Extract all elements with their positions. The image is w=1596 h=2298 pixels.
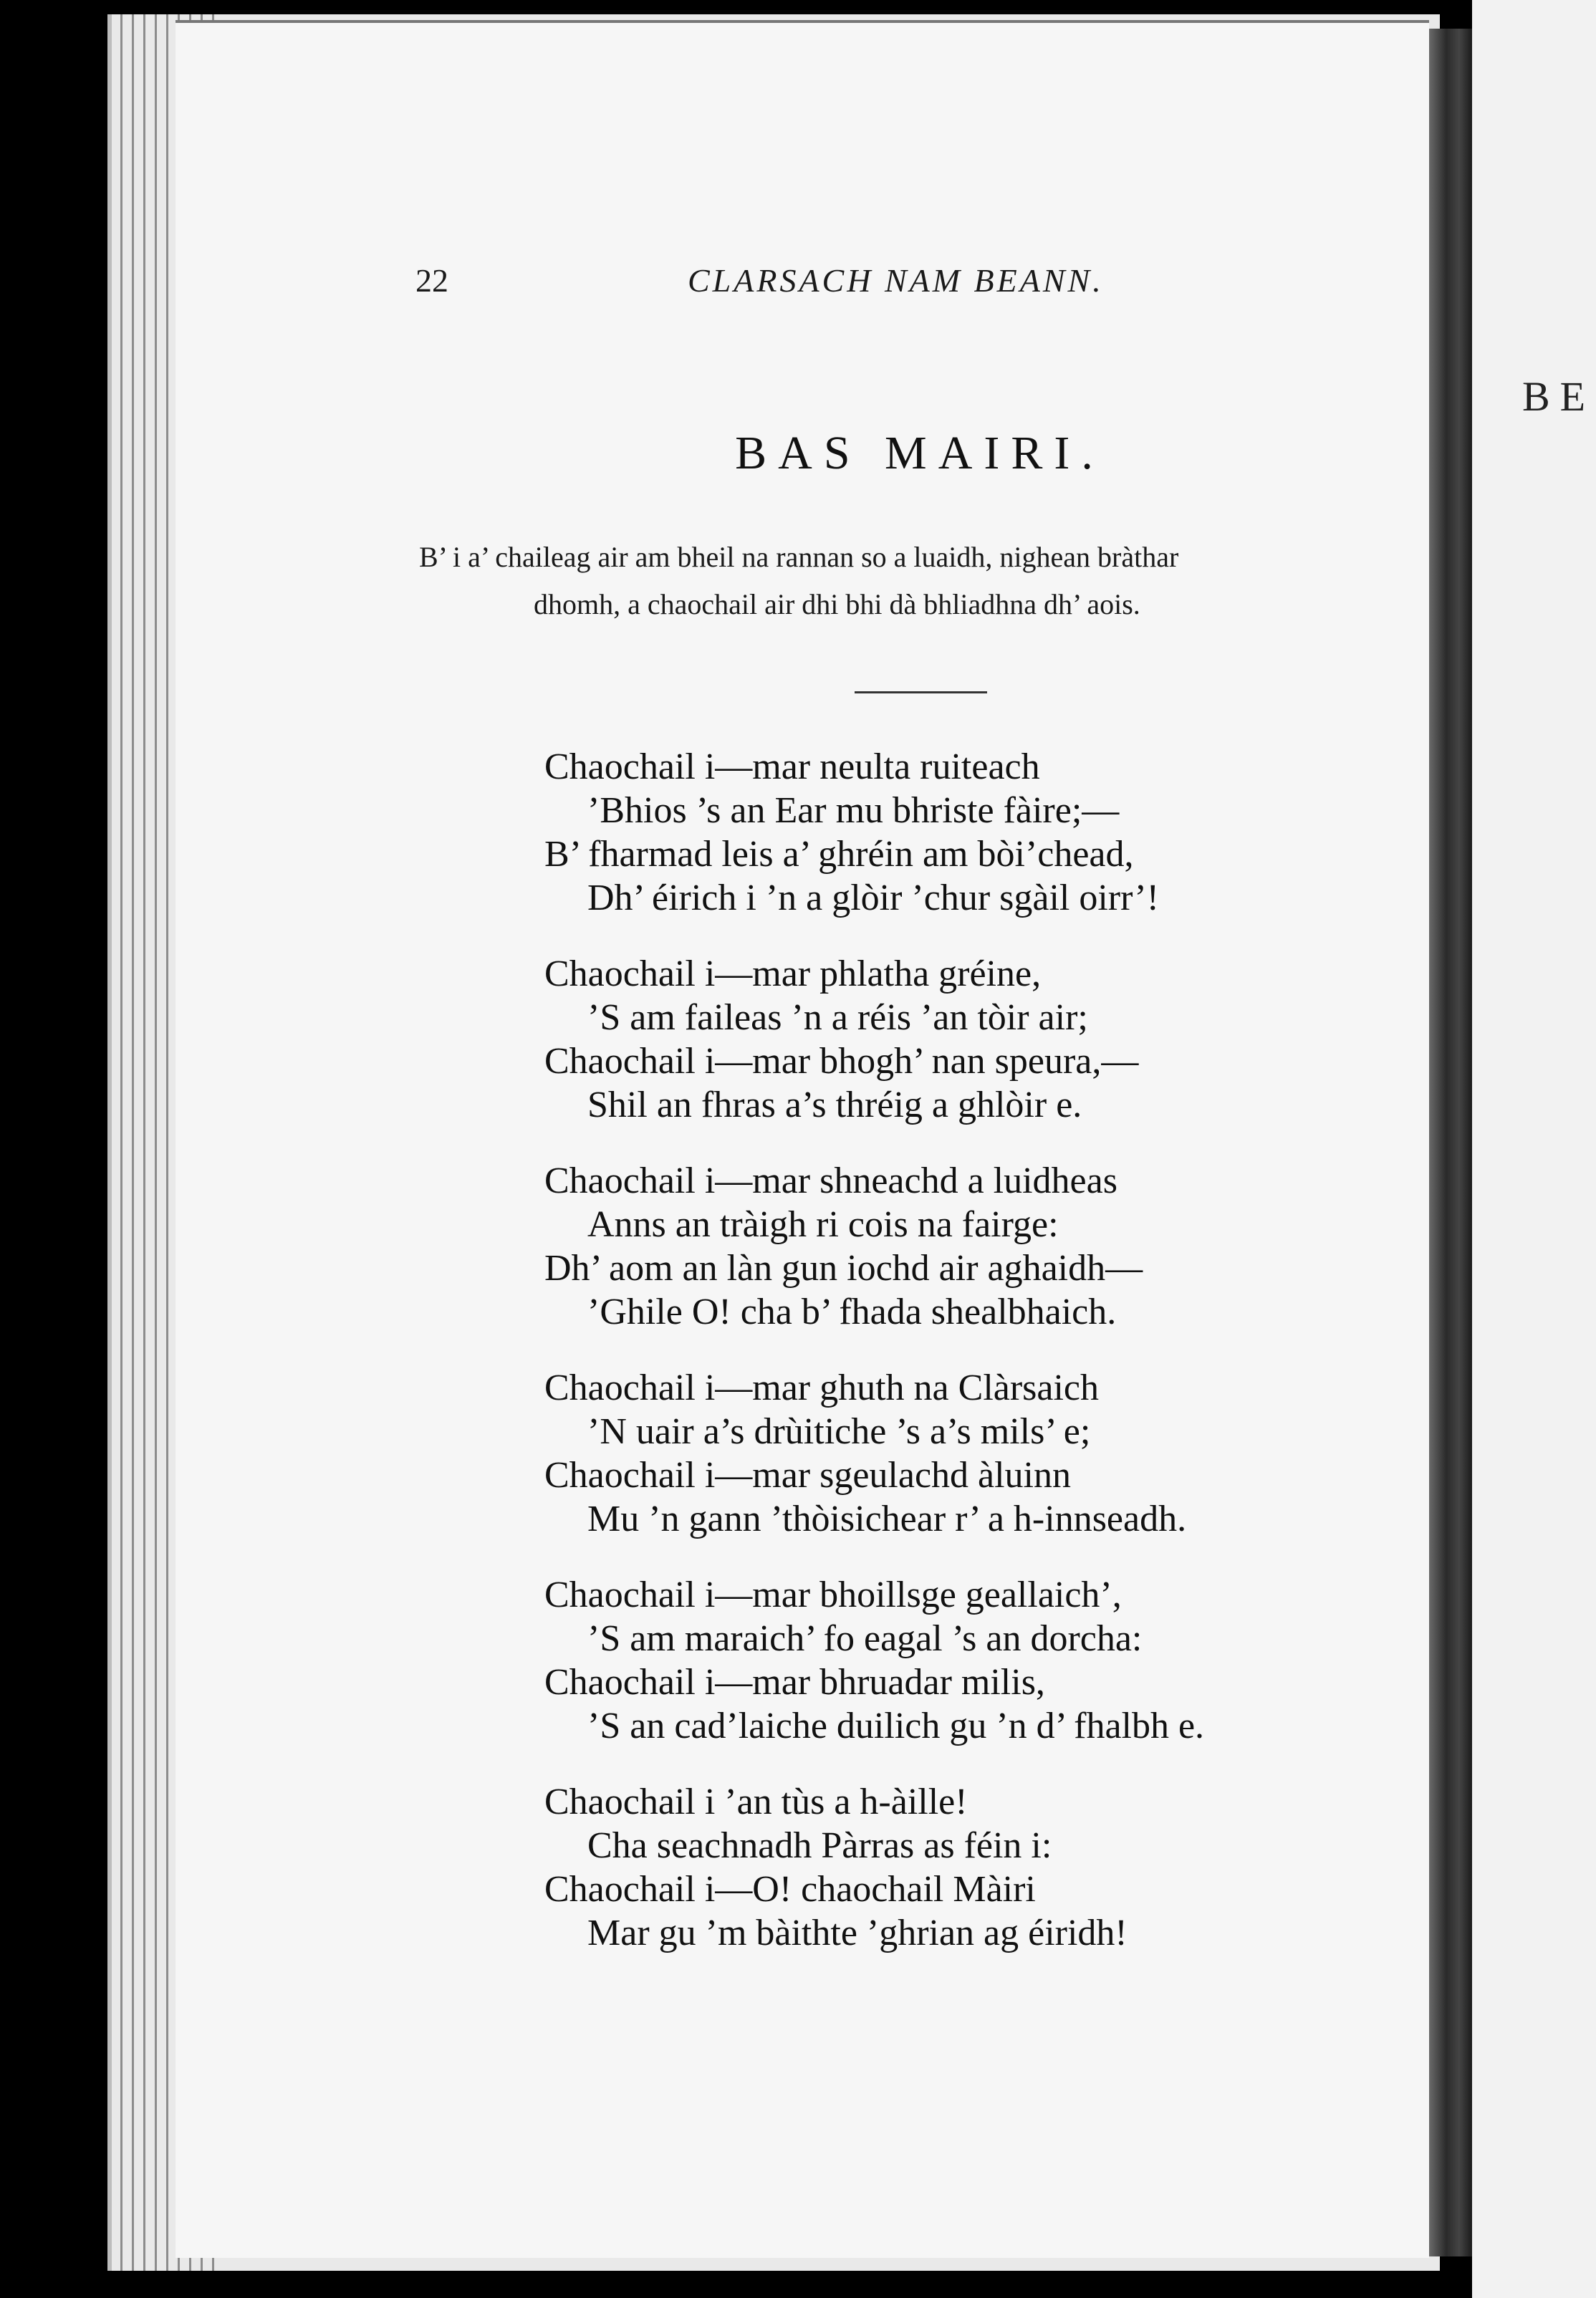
verse-line: Dh’ éirich i ’n a glòir ’chur sgàil oirr’! [587,878,1160,918]
book-gutter [1429,29,1472,2256]
facing-page-heading: BE [1522,373,1596,420]
page-number: 22 [415,262,448,299]
verse-line: Dh’ aom an làn gun iochd air aghaidh— [544,1248,1143,1289]
verse-line: Mu ’n gann ’thòisichear r’ a h-innseadh. [587,1499,1187,1539]
verse-line: Mar gu ’m bàithte ’ghrian ag éiridh! [587,1913,1128,1953]
verse-line: Anns an tràigh ri cois na fairge: [587,1204,1059,1245]
verse-line: Chaochail i—mar phlatha gréine, [544,953,1042,994]
verse-line: ’S an cad’laiche duilich gu ’n d’ fhalbh e. [587,1706,1205,1746]
page-edge [143,14,145,2271]
verse-line: Chaochail i—mar shneachd a luidheas [544,1160,1117,1201]
stanza [544,1573,1404,1748]
verse-line: B’ fharmad leis a’ ghréin am bòi’chead, [544,834,1134,875]
facing-page [1472,0,1596,2298]
stanza [544,952,1404,1127]
section-divider [855,691,987,693]
verse-line: ’Bhios ’s an Ear mu bhriste fàire;— [587,790,1120,831]
poem-intro [419,534,1443,628]
page-edge [120,14,122,2271]
verse-line: ’N uair a’s drùitiche ’s a’s mils’ e; [587,1411,1091,1452]
page-edge [155,14,157,2271]
stanza [544,1366,1404,1541]
stanza [544,1780,1404,1955]
stanza [544,1159,1404,1334]
verse-line: Chaochail i—mar neulta ruiteach [544,746,1040,787]
verse-line: ’S am faileas ’n a réis ’an tòir air; [587,997,1088,1038]
verse-line: Chaochail i—O! chaochail Màiri [544,1869,1036,1910]
page-edge [132,14,134,2271]
verse-line: Chaochail i—mar sgeulachd àluinn [544,1455,1072,1496]
poem-body [544,745,1404,1987]
running-head-title: CLARSACH NAM BEANN. [688,262,1104,299]
verse-line: Chaochail i—mar bhruadar milis, [544,1662,1045,1703]
verse-line: Chaochail i—mar bhogh’ nan speura,— [544,1041,1139,1082]
verse-line: Chaochail i—mar ghuth na Clàrsaich [544,1367,1100,1408]
verse-line: Chaochail i—mar bhoillsge geallaich’, [544,1575,1122,1615]
verse-line: Cha seachnadh Pàrras as féin i: [587,1825,1052,1866]
verse-line: ’Ghile O! cha b’ fhada shealbhaich. [587,1292,1117,1332]
verse-line: Shil an fhras a’s thréig a ghlòir e. [587,1085,1082,1125]
poem-title: BAS MAIRI. [735,427,1105,479]
verse-line: ’S am maraich’ fo eagal ’s an dorcha: [587,1618,1143,1659]
page-edge [166,14,168,2271]
intro-line: dhomh, a chaochail air dhi bhi dà bhliadhna dh’ aois. [534,588,1140,620]
stanza [544,745,1404,920]
running-head [415,261,1246,312]
verse-line: Chaochail i ’an tùs a h-àille! [544,1782,968,1822]
intro-line: B’ i a’ chaileag air am bheil na rannan so a luaidh, nighean bràthar [419,541,1179,573]
